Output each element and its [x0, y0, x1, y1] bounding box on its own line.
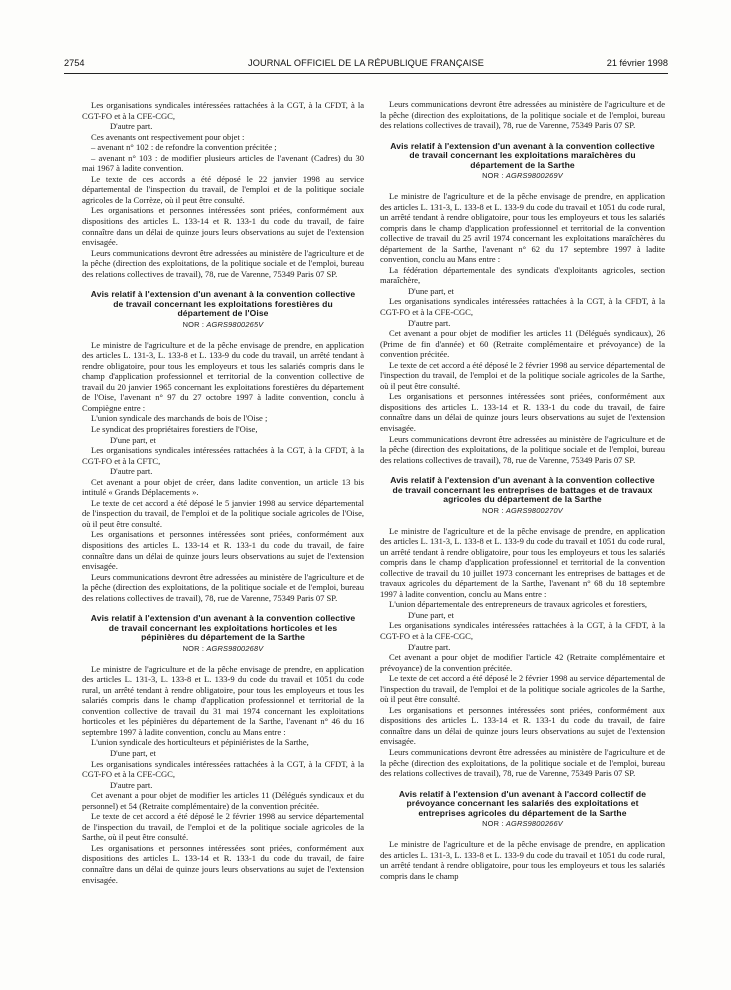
paragraph: Cet avenant a pour objet de modifier les articles 11 (Délégués syndicaux), 26 (Prime de fin d'année) et 60 (Retraite complémentaire et prévoyance) de la convention précitée. [380, 328, 665, 360]
paragraph: Leurs communications devront être adressées au ministère de l'agriculture et de la pêche (direction des exploitations, de la politique sociale et de l'emploi, bureau des relations collectives de travail), 78, rue de Varenne, 75349 Paris 07 SP. [82, 247, 364, 279]
paragraph: Le texte de cet accord a été déposé le 5 janvier 1998 au service départemental de l'inspection du travail, de l'emploi et de la politique sociale agricoles de l'Oise, où il peut être consulté. [82, 497, 364, 529]
list-item: – avenant n° 102 : de refondre la convention précitée ; [91, 142, 277, 153]
party-line: D'autre part. [110, 121, 153, 132]
party-line: D'une part, et [110, 748, 156, 758]
paragraph: Cet avenant a pour objet de modifier les articles 11 (Délégués syndicaux et du personnel) et 54 (Retraite complémentaire) de la convention précitée. [82, 790, 364, 811]
issue-date: 21 février 1998 [606, 58, 668, 68]
paragraph: Les organisations et personnes intéressées sont priées, conformément aux dispositions des articles L. 133-14 et R. 133-1 du code du travail, de faire connaître dans un délai de quinze jours leurs observations au sujet de l'extension envisagée. [82, 842, 364, 885]
paragraph: Le ministre de l'agriculture et de la pêche envisage de prendre, en application des articles L. 131-3, L. 133-8 et L. 133-9 du code du travail, un arrêté tendant à rendre obligatoire, pour tous les employeurs et tous les salariés compris dans le champ d'application professionnel et territorial de la convention collective de travail du 20 janvier 1965 concernant les exploitations forestières du département de l'Oise, l'avenant n° 97 du 27 octobre 1997 à ladite convention, conclu à Compiègne entre : [82, 339, 364, 413]
paragraph: Le syndicat des propriétaires forestiers de l'Oise, [91, 424, 258, 434]
journal-title: JOURNAL OFFICIEL DE LA RÉPUBLIQUE FRANÇAISE [248, 58, 484, 68]
paragraph: Le texte de cet accord a été déposé le 2 février 1998 au service départemental de l'inspection du travail, de l'emploi et de la politique sociale agricoles de la Sarthe, où il peut être consulté. [380, 673, 665, 705]
paragraph: Les organisations syndicales intéressées rattachées à la CGT, à la CFDT, à la CGT-FO et à la CFE-CGC, [82, 758, 364, 780]
paragraph: Leurs communications devront être adressées au ministère de l'agriculture et de la pêche (direction des exploitations, de la politique sociale et de l'emploi, bureau des relations collectives de travail), 78, rue de Varenne, 75349 Paris 07 SP. [380, 433, 665, 465]
nor-reference: NOR : AGRS9800268V [182, 644, 264, 654]
paragraph: Le ministre de l'agriculture et de la pêche envisage de prendre, en application des articles L. 131-3, L. 133-8 et L. 133-9 du code du travail et 1051 du code rural, un arrêté tendant à rendre obligatoire, pour tous les employeurs et tous les salariés compris dans le champ d'application professionnel et territorial de la convention collective de travail du 25 avril 1974 concernant les exploitations maraîchères du département de la Sarthe, l'avenant n° 62 du 17 septembre 1997 à ladite convention, conclu au Mans entre : [380, 190, 665, 265]
party-line: D'une part, et [408, 285, 454, 296]
notice-title: Avis relatif à l'extension d'un avenant à la convention collective de travail concernant les exploitations horticoles et les pépinières du département de la Sarthe [90, 613, 356, 643]
paragraph: Le ministre de l'agriculture et de la pêche envisage de prendre, en application des articles L. 131-3, L. 133-8 et L. 133-9 du code du travail et 1051 du code rural, un arrêté tendant à rendre obligatoire, pour tous les employeurs et tous les salariés compris dans le champ [380, 838, 665, 881]
paragraph: Les organisations syndicales intéressées rattachées à la CGT, à la CFDT, à la CGT-FO et à la CFE-CGC, [380, 620, 665, 641]
party-line: D'une part, et [110, 434, 156, 445]
notice-title: Avis relatif à l'extension d'un avenant à la convention collective de travail concernant les exploitations maraîchères du département de la Sarthe [390, 140, 655, 170]
paragraph: Les organisations et personnes intéressées sont priées, conformément aux dispositions des articles L. 133-14 et R. 133-1 du code du travail, de faire connaître dans un délai de quinze jours leurs observations au sujet de l'extension envisagée. [380, 704, 665, 747]
right-column [380, 99, 665, 881]
party-line: D'autre part. [408, 317, 451, 328]
nor-reference: NOR : AGRS9800266V [482, 819, 563, 829]
paragraph: Le ministre de l'agriculture et de la pêche envisage de prendre, en application des articles L. 131-3, L. 133-8 et L. 133-9 du code du travail et 1051 du code rural, un arrêté tendant à rendre obligatoire, pour tous les employeurs et tous les salariés compris dans le champ d'application professionnel et territorial de la convention collective de travail du 10 juillet 1973 concernant les entreprises de battages et de travaux agricoles du département de la Sarthe, l'avenant n° 68 du 18 septembre 1997 à ladite convention, conclu au Mans entre : [380, 525, 665, 599]
party-line: D'autre part. [110, 779, 153, 790]
paragraph: Les organisations syndicales intéressées rattachées à la CGT, à la CFDT, à la CGT-FO et à la CFE-CGC, [380, 296, 665, 317]
paragraph: Cet avenant a pour objet de créer, dans ladite convention, un article 13 bis intitulé « Grands Déplacements ». [82, 476, 364, 498]
notice-title: Avis relatif à l'extension d'un avenant à la convention collective de travail concernant les exploitations forestières du département de l'Oise [90, 289, 356, 319]
page-number: 2754 [64, 58, 85, 68]
paragraph: Les organisations et personnes intéressées sont priées, conformément aux dispositions des articles L. 133-14 et R. 133-1 du code du travail, de faire connaître dans un délai de quinze jours leurs observations au sujet de l'extension envisagée. [82, 205, 364, 248]
paragraph: La fédération départementale des syndicats d'exploitants agricoles, section maraîchère, [380, 264, 665, 286]
party-line: D'une part, et [408, 609, 454, 620]
paragraph: Leurs communications devront être adressées au ministère de l'agriculture et de la pêche (direction des exploitations, de la politique sociale et de l'emploi, bureau des relations collectives de travail), 78, rue de Varenne, 75349 Paris 07 SP. [82, 571, 364, 603]
list-item: – avenant n° 103 : de modifier plusieurs articles de l'avenant (Cadres) du 30 mai 1967 à ladite convention. [82, 152, 364, 174]
header-rule [64, 73, 668, 74]
nor-reference: NOR : AGRS9800270V [482, 505, 563, 515]
paragraph: Leurs communications devront être adressées au ministère de l'agriculture et de la pêche (direction des exploitations, de la politique sociale et de l'emploi, bureau des relations collectives de travail), 78, rue de Varenne, 75349 Paris 07 SP. [380, 99, 665, 131]
paragraph: Les organisations et personnes intéressées sont priées, conformément aux dispositions des articles L. 133-14 et R. 133-1 du code du travail, de faire connaître dans un délai de quinze jours leurs observations au sujet de l'extension envisagée. [82, 529, 364, 572]
page-header [64, 58, 668, 72]
paragraph: Les organisations syndicales intéressées rattachées à la CGT, à la CFDT, à la CGT-FO et à la CFTC, [82, 445, 364, 466]
notice-title: Avis relatif à l'extension d'un avenant à l'accord collectif de prévoyance concernant les salariés des exploitations et entreprises agricoles du département de la Sarthe [398, 788, 647, 818]
paragraph: Le texte de cet accord a été déposé le 2 février 1998 au service départemental de l'inspection du travail, de l'emploi et de la politique sociale agricoles de la Sarthe, où il peut être consulté. [82, 811, 364, 843]
paragraph: L'union départementale des entrepreneurs de travaux agricoles et forestiers, [389, 599, 648, 610]
paragraph: Les organisations et personnes intéressées sont priées, conformément aux dispositions des articles L. 133-14 et R. 133-1 du code du travail, de faire connaître dans un délai de quinze jours leurs observations au sujet de l'extension envisagée. [380, 391, 665, 433]
paragraph: L'union syndicale des horticulteurs et pépiniéristes de la Sarthe, [91, 737, 309, 748]
paragraph: L'union syndicale des marchands de bois de l'Oise ; [91, 413, 268, 424]
paragraph: Le texte de cet accord a été déposé le 2 février 1998 au service départemental de l'inspection du travail, de l'emploi et de la politique sociale agricoles de la Sarthe, où il peut être consulté. [380, 359, 665, 391]
nor-reference: NOR : AGRS9800269V [482, 171, 563, 181]
notice-title: Avis relatif à l'extension d'un avenant à la convention collective de travail concernant les entreprises de battages et de travaux agricoles du département de la Sarthe [390, 475, 655, 505]
paragraph: Les organisations syndicales intéressées rattachées à la CGT, à la CFDT, à la CGT-FO et à la CFE-CGC, [82, 100, 364, 121]
left-column [82, 100, 364, 885]
paragraph: Cet avenant a pour objet de modifier l'article 42 (Retraite complémentaire et prévoyance) de la convention précitée. [380, 652, 665, 673]
paragraph: Leurs communications devront être adressées au ministère de l'agriculture et de la pêche (direction des exploitations, de la politique sociale et de l'emploi, bureau des relations collectives de travail), 78, rue de Varenne, 75349 Paris 07 SP. [380, 747, 665, 779]
paragraph: Le texte de ces accords a été déposé le 22 janvier 1998 au service départemental de l'inspection du travail, de l'emploi et de la politique sociale agricoles de la Corrèze, où il peut être consulté. [82, 173, 364, 205]
party-line: D'autre part. [110, 466, 153, 477]
paragraph: Le ministre de l'agriculture et de la pêche envisage de prendre, en application des articles L. 131-3, L. 133-8 et L. 133-9 du code du travail et 1051 du code rural, un arrêté tendant à rendre obligatoire, pour tous les employeurs et tous les salariés compris dans le champ d'application professionnel et territorial de la convention collective de travail du 31 mai 1974 concernant les exploitations horticoles et les pépinières du département de la Sarthe, l'avenant n° 46 du 16 septembre 1997 à ladite convention, conclu au Mans entre : [82, 663, 364, 737]
nor-reference: NOR : AGRS9800265V [182, 320, 264, 330]
paragraph: Ces avenants ont respectivement pour objet : [91, 131, 245, 142]
party-line: D'autre part. [408, 641, 451, 652]
